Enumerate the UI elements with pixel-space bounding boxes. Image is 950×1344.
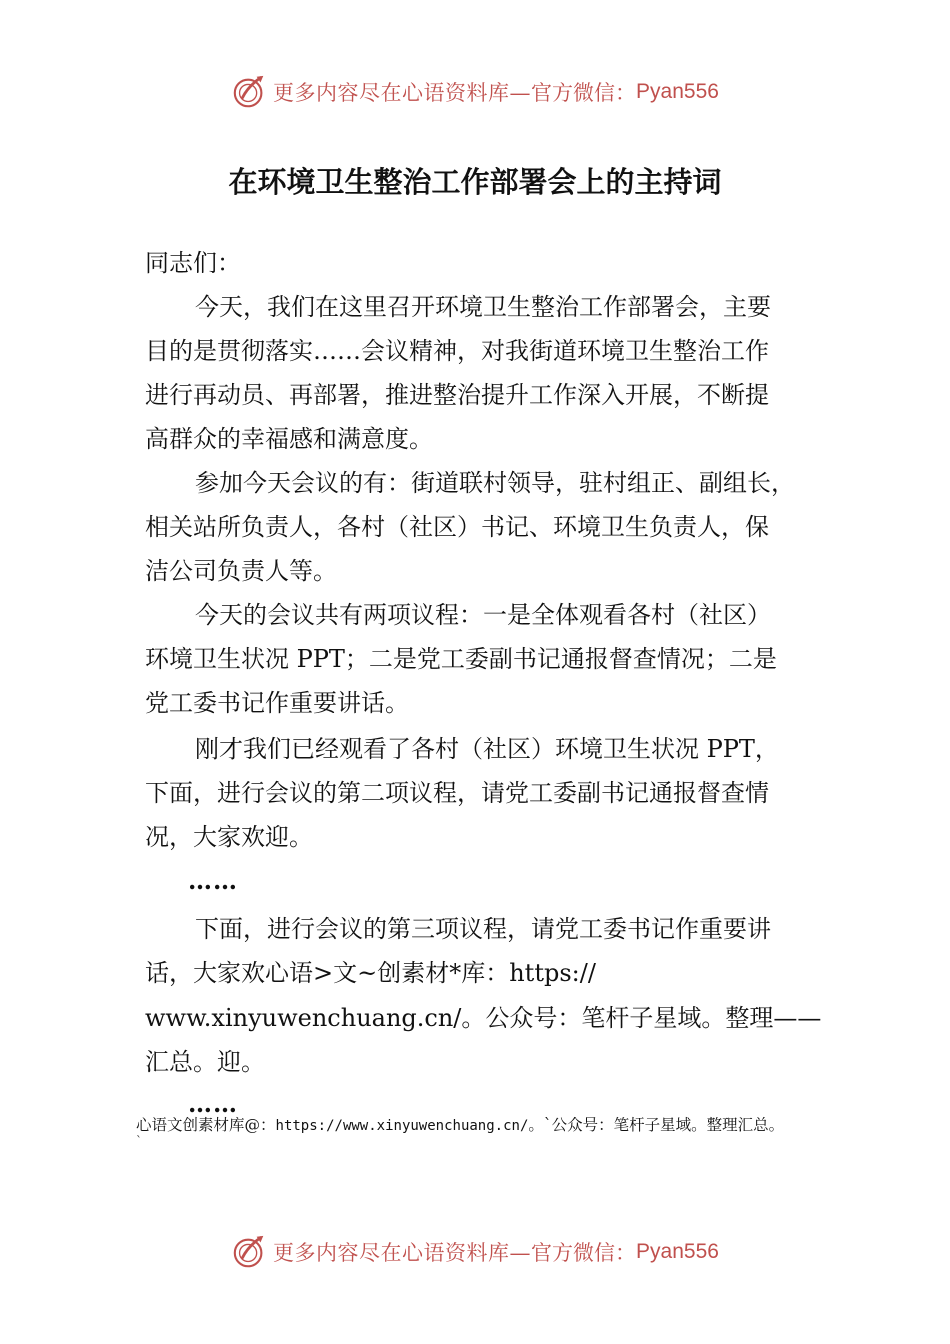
paragraph-line: www.xinyuwenchuang.cn/。公众号：笔杆子星域。整理——	[145, 1004, 822, 1032]
banner-slogan: 更多内容尽在心语资料库—	[273, 81, 532, 105]
footer-note	[136, 1114, 784, 1137]
brand-logo-icon	[231, 73, 269, 111]
paragraph-line: 高群众的幸福感和满意度。	[145, 425, 433, 453]
paragraph-line: 参加今天会议的有：街道联村领导，驻村组正、副组长，	[195, 469, 795, 497]
banner-wechat-label: 官方微信：	[531, 81, 637, 105]
paragraph-line: 刚才我们已经观看了各村（社区）环境卫生状况 PPT，	[195, 735, 779, 763]
paragraph-line: 话，大家欢心语>文~创素材*库：https://	[145, 959, 596, 987]
header-banner	[0, 72, 950, 112]
salutation: 同志们：	[145, 249, 241, 277]
document-title: 在环境卫生整治工作部署会上的主持词	[228, 165, 722, 199]
banner-wechat-label: 官方微信：	[531, 1241, 637, 1265]
paragraph-line: 环境卫生状况 PPT；二是党工委副书记通报督查情况；二是	[145, 645, 777, 673]
paragraph-line: 进行再动员、再部署，推进整治提升工作深入开展，不断提	[145, 381, 769, 409]
footer-note-suffix: 。`公众号：笔杆子星域。整理汇总。	[528, 1116, 785, 1134]
paragraph-line: 党工委书记作重要讲话。	[145, 689, 409, 717]
footer-mark: `	[136, 1134, 142, 1148]
ellipsis: ……	[188, 866, 238, 895]
paragraph-line: 今天的会议共有两项议程：一是全体观看各村（社区）	[195, 601, 771, 629]
paragraph-line: 汇总。迎。	[145, 1048, 265, 1076]
paragraph-line: 洁公司负责人等。	[145, 557, 337, 585]
paragraph-line: 下面，进行会议的第三项议程，请党工委书记作重要讲	[195, 915, 771, 943]
paragraph-line: 况，大家欢迎。	[145, 823, 313, 851]
brand-logo-icon	[231, 1233, 269, 1271]
banner-wechat-id: Pyan556	[636, 1240, 719, 1263]
paragraph-line: 相关站所负责人，各村（社区）书记、环境卫生负责人，保	[145, 513, 769, 541]
footer-note-url: https://www.xinyuwenchuang.cn/	[275, 1118, 529, 1134]
banner-wechat-id: Pyan556	[636, 80, 719, 103]
paragraph-line: 目的是贯彻落实……会议精神，对我街道环境卫生整治工作	[145, 337, 769, 365]
banner-slogan: 更多内容尽在心语资料库—	[273, 1241, 532, 1265]
ellipsis: ……	[188, 1089, 238, 1118]
footer-banner	[0, 1232, 950, 1272]
paragraph-line: 今天，我们在这里召开环境卫生整治工作部署会，主要	[195, 293, 771, 321]
footer-note-prefix: 心语文创素材库@：	[136, 1116, 276, 1134]
paragraph-line: 下面，进行会议的第二项议程，请党工委副书记通报督查情	[145, 779, 769, 807]
